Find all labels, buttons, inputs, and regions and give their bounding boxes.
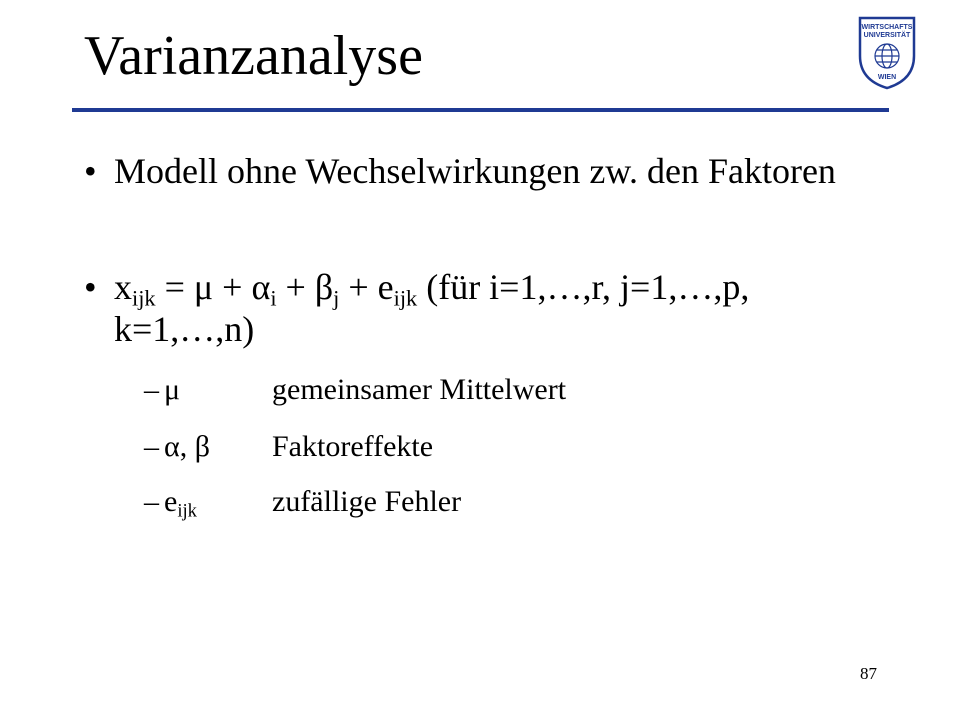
sub-symbol: α, β xyxy=(164,430,210,463)
page-number: 87 xyxy=(860,664,877,683)
university-logo xyxy=(852,12,922,92)
sub-symbol xyxy=(164,485,197,522)
sub-description: Faktoreffekte xyxy=(272,430,434,463)
svg-text:UNIVERSITÄT: UNIVERSITÄT xyxy=(863,32,911,39)
eq-e-sub: ijk xyxy=(393,285,418,311)
bullet-dot: • xyxy=(84,151,97,191)
sub-symbol: μ xyxy=(164,373,181,406)
bullet-dot: • xyxy=(84,267,97,307)
sub-dash: – xyxy=(144,430,159,463)
eq-range: (für i=1,…,r, j=1,…,p, k=1,…,n) xyxy=(114,267,750,349)
bullet-text: Modell ohne Wechselwirkungen zw. den Faktoren xyxy=(114,151,836,191)
title-underline xyxy=(72,108,889,112)
sub-symbol-e: e xyxy=(164,485,178,518)
slide-title: Varianzanalyse xyxy=(84,25,423,87)
svg-text:WIRTSCHAFTS: WIRTSCHAFTS xyxy=(861,24,913,31)
sub-description: zufällige Fehler xyxy=(272,485,462,518)
eq-mu-alpha: = μ + α xyxy=(155,267,271,307)
eq-beta-sub: j xyxy=(333,285,340,311)
sub-description: gemeinsamer Mittelwert xyxy=(272,373,567,406)
eq-x: x xyxy=(114,267,132,307)
svg-text:WIEN: WIEN xyxy=(877,74,897,81)
sub-dash: – xyxy=(144,373,159,406)
eq-e: + e xyxy=(339,267,394,307)
equation-text xyxy=(114,266,874,350)
sub-dash: – xyxy=(144,485,159,518)
sub-symbol-e-sub: ijk xyxy=(177,500,197,522)
eq-alpha-sub: i xyxy=(270,285,277,311)
eq-x-sub: ijk xyxy=(132,285,156,311)
eq-beta: + β xyxy=(276,267,334,307)
